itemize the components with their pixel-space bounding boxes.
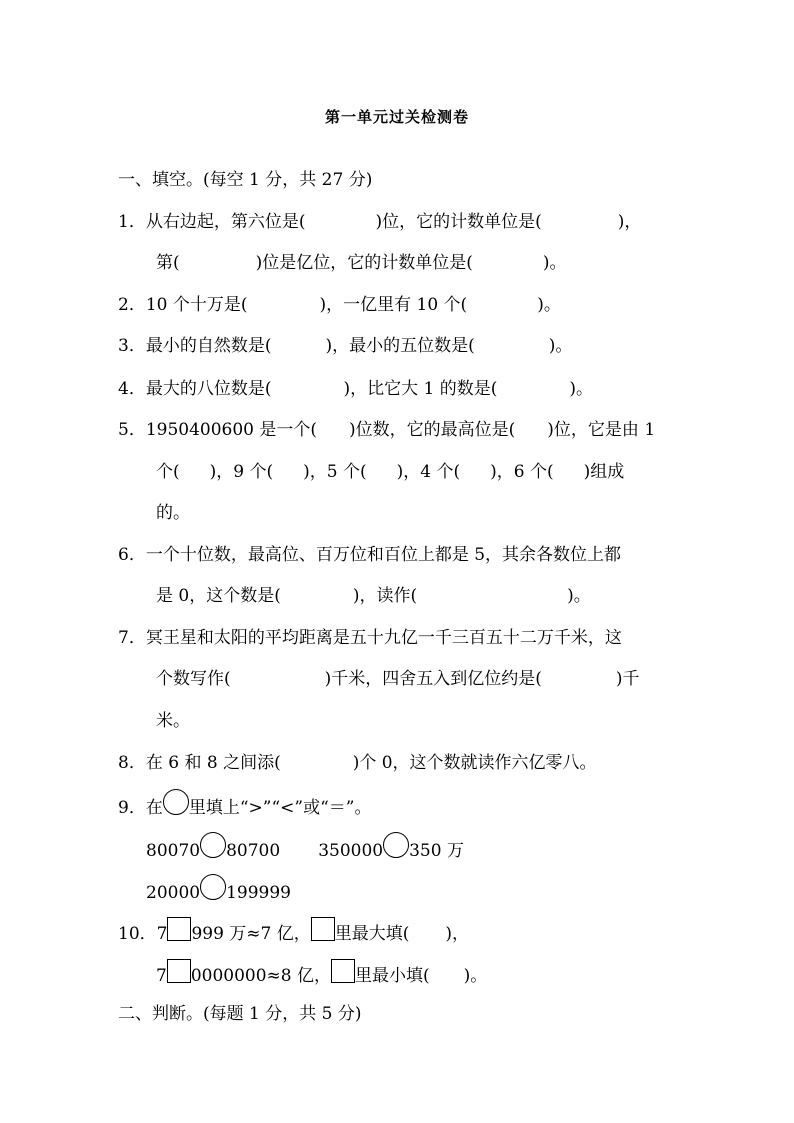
question-6-line-2 — [156, 584, 591, 608]
q10-text-b: 999 万≈7 亿， — [191, 924, 311, 944]
question-1-line-2 — [156, 251, 567, 275]
q10-text-e: 7 — [156, 966, 167, 986]
square-box-icon — [311, 917, 335, 941]
q7-text-b: 个数写作( — [156, 669, 231, 689]
question-5-line-3 — [156, 501, 190, 525]
q9-text-b: 里填上“>”“<”或“＝”。 — [188, 798, 372, 818]
q7-text-d: )千 — [615, 669, 640, 689]
q9-value-2: 80700 — [226, 841, 281, 861]
q9-value-5: 20000 — [146, 883, 201, 903]
q3-text-c: )。 — [548, 336, 573, 356]
digit-box-1[interactable] — [167, 917, 191, 941]
q9-value-1: 80070 — [146, 841, 201, 861]
q8-text-b: )个 0，这个数就读作六亿零八。 — [352, 753, 597, 773]
question-4 — [118, 377, 593, 401]
section2-heading: 二、判断。(每题 1 分，共 5 分) — [118, 1004, 362, 1024]
q5-text-j: 的。 — [156, 503, 190, 523]
q9-value-4: 350 万 — [409, 841, 464, 861]
q4-text-c: )。 — [569, 379, 593, 399]
q1-text-e: )位是亿位，它的计数单位是( — [255, 253, 473, 273]
compare-circle-2[interactable] — [383, 832, 409, 858]
q5-text-e: )，9 个( — [209, 462, 274, 482]
q1-text-f: )。 — [542, 253, 567, 273]
question-3 — [118, 334, 572, 358]
q10-text-h: )。 — [463, 966, 488, 986]
q5-text-b: )位数，它的最高位是( — [349, 420, 516, 440]
q10-text-c: 里最大填( — [334, 924, 410, 944]
q5-text-c: )位，它是由 1 — [547, 420, 656, 440]
q5-text-d: 个( — [156, 462, 180, 482]
question-8 — [118, 751, 597, 775]
question-7-line-1 — [118, 626, 622, 650]
q5-text-a: 5．1950400600 是一个( — [118, 420, 318, 440]
q10-text-g: 里最小填( — [355, 966, 430, 986]
q3-text-a: 3．最小的自然数是( — [118, 336, 272, 356]
question-2 — [118, 293, 561, 317]
question-5-line-2 — [156, 460, 624, 484]
q9-value-6: 199999 — [226, 883, 291, 903]
question-9-row-2 — [146, 880, 291, 906]
q10-text-d: )， — [445, 924, 470, 944]
q3-text-b: )，最小的五位数是( — [325, 336, 475, 356]
q7-text-c: )千米，四舍五入到亿位约是( — [324, 669, 542, 689]
compare-circle-3[interactable] — [200, 874, 226, 900]
question-9-row-1 — [146, 838, 464, 864]
q5-text-h: )，6 个( — [490, 462, 554, 482]
q1-text-a: 1．从右边起，第六位是( — [118, 212, 306, 232]
q6-text-d: )。 — [567, 586, 591, 606]
question-9 — [118, 795, 371, 821]
q2-text-b: )，一亿里有 10 个( — [319, 295, 468, 315]
q7-text-a: 7．冥王星和太阳的平均距离是五十九亿一千三百五十二万千米，这 — [118, 628, 622, 648]
q9-value-3: 350000 — [318, 841, 384, 861]
q4-text-a: 4．最大的八位数是( — [118, 379, 272, 399]
q1-text-b: )位，它的计数单位是( — [375, 212, 542, 232]
q10-text-f: 0000000≈8 亿， — [190, 966, 332, 986]
digit-box-2[interactable] — [167, 959, 191, 983]
square-box-icon — [331, 959, 355, 983]
q10-text-a: 10．7 — [118, 924, 168, 944]
question-10-line-1 — [118, 922, 469, 946]
page-title: 第一单元过关检测卷 — [324, 108, 469, 126]
question-7-line-2 — [156, 667, 640, 691]
question-7-line-3 — [156, 709, 190, 733]
question-1-line-1 — [118, 210, 641, 234]
q5-text-f: )，5 个( — [303, 462, 367, 482]
q6-text-c: )，读作( — [352, 586, 418, 606]
question-5-line-1 — [118, 418, 655, 442]
compare-circle-1[interactable] — [200, 832, 226, 858]
q4-text-b: )，比它大 1 的数是( — [343, 379, 498, 399]
q6-text-a: 6．一个十位数，最高位、百万位和百位上都是 5，其余各数位上都 — [118, 545, 622, 565]
question-10-line-2 — [156, 964, 487, 988]
q5-text-g: )，4 个( — [396, 462, 461, 482]
q9-text-a: 9．在 — [118, 798, 163, 818]
q5-text-i: )组成 — [583, 462, 625, 482]
q7-text-e: 米。 — [156, 711, 190, 731]
q1-text-d: 第( — [156, 253, 180, 273]
q2-text-a: 2．10 个十万是( — [118, 295, 248, 315]
q2-text-c: )。 — [537, 295, 561, 315]
compare-circle-icon — [163, 789, 189, 815]
q1-text-c: )， — [617, 212, 642, 232]
question-6-line-1 — [118, 543, 621, 567]
q6-text-b: 是 0，这个数是( — [156, 586, 281, 606]
section1-heading: 一、填空。(每空 1 分，共 27 分) — [118, 170, 373, 190]
q8-text-a: 8．在 6 和 8 之间添( — [118, 753, 281, 773]
